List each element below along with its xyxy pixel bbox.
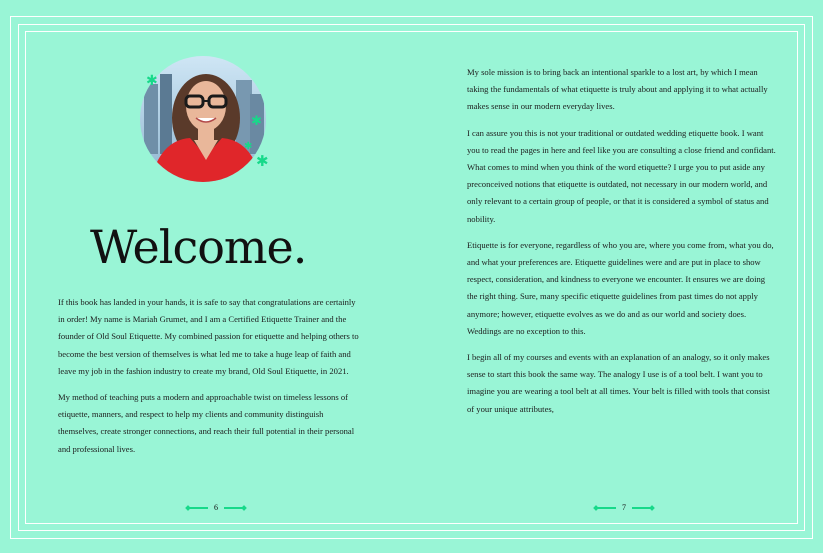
left-page	[0, 0, 411, 553]
paragraph: If this book has landed in your hands, it is safe to say that congratulations are certainly in order! My name is Mariah Grumet, and I am a Certified Etiquette Trainer and the founder of Old Soul Etiquette. My combined passion for etiquette and helping others to become the best version of themselves is what led me to take a huge leap of faith and leave my job in the fashion industry to create my brand, Old Soul Etiquette, in 2021.	[58, 297, 359, 376]
paragraph: I can assure you this is not your traditional or outdated wedding etiquette book. I want you to read the pages in here and feel like you are consulting a close friend and confidant. What comes to mind when you think of the word etiquette? I urge you to put aside any preconceived notions that etiquette is outdated, not necessary in our modern world, and only relevant to a certain group of people, or that it is considered a symbol of status and nobility.	[467, 127, 776, 224]
paragraph: My sole mission is to bring back an intentional sparkle to a lost art, by which I mean taking the fundamentals of what etiquette is truly about and applying it to what actually makes sense in our modern everyday lives.	[467, 67, 768, 112]
page-number: 6	[214, 503, 218, 512]
paragraph: Etiquette is for everyone, regardless of who you are, where you come from, what you do, and what your preferences are. Etiquette guidelines were and are put in place to show respect, consideration, and kindness to everyone we encounter. It ensures we are doing the right thing. Sure, many specific etiquette guidelines from past times do not apply anymore; however, etiquette evolves as we do and as our world and society does. Weddings are no exception to this.	[467, 239, 774, 336]
sparkle-icon: ✱	[256, 152, 269, 170]
page-number-ornament	[594, 503, 654, 512]
sparkle-icon: ✱	[146, 73, 158, 89]
page-number-ornament	[186, 503, 246, 512]
sparkle-icon: ✱	[251, 114, 262, 129]
left-body	[58, 294, 360, 467]
right-page	[411, 0, 823, 553]
right-body	[467, 64, 777, 427]
page-title: Welcome.	[90, 220, 307, 274]
author-portrait	[140, 56, 266, 182]
page-number: 7	[622, 503, 626, 512]
paragraph: I begin all of my courses and events with an explanation of an analogy, so it only makes sense to start this book the same way. The analogy I use is of a tool belt. I want you to imagine you are wearing a tool belt at all times. Your belt is filled with tools that consist of your unique attributes,	[467, 352, 770, 414]
sparkle-icon: ✱	[244, 141, 253, 152]
paragraph: My method of teaching puts a modern and approachable twist on timeless lessons of etiquette, manners, and respect to help my clients and community distinguish themselves, create stronger connections, and reach their full potential in their personal and professional lives.	[58, 392, 355, 454]
